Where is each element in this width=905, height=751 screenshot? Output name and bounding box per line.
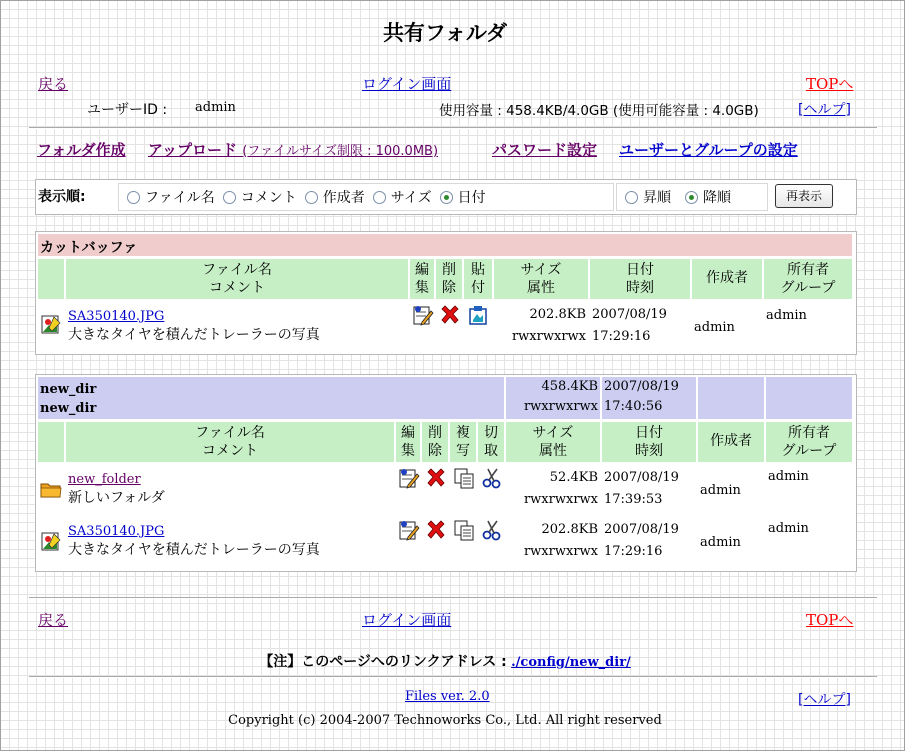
divider-footer <box>29 676 877 678</box>
clip-file-link[interactable]: SA350140.JPG <box>68 309 165 324</box>
header-size: サイズ 属性 <box>506 422 600 462</box>
sort-radio-filename[interactable] <box>127 191 140 204</box>
table-row <box>38 301 64 349</box>
order-option-desc: 降順 <box>703 190 731 206</box>
divider-top <box>29 127 877 129</box>
sort-option-comment: コメント <box>240 190 297 206</box>
cut-icon[interactable] <box>481 467 503 489</box>
folder-item-owner: admin <box>768 469 809 484</box>
cut-buffer-panel <box>35 231 857 355</box>
folder-item-date: 2007/08/19 <box>604 470 679 485</box>
header-creator: 作成者 <box>692 259 762 299</box>
folder-name: new_dir <box>40 382 97 397</box>
version-link[interactable]: Files ver. 2.0 <box>405 689 490 704</box>
header-icon-col <box>38 259 64 299</box>
user-id-value: admin <box>195 100 236 115</box>
delete-icon[interactable] <box>425 467 447 489</box>
create-folder-link[interactable]: フォルダ作成 <box>37 141 126 159</box>
usage-text: 使用容量 : 458.4KB/4.0GB (使用可能容量 : 4.0GB) <box>439 103 759 119</box>
link-note-label: 【注】このページへのリンクアドレス : <box>259 654 507 670</box>
cut-buffer-title: カットバッファ <box>38 234 852 256</box>
sort-key-group <box>118 183 614 211</box>
folder-file-attr: rwxrwxrwx <box>523 544 598 559</box>
password-settings-link[interactable]: パスワード設定 <box>492 141 598 159</box>
folder-size: 458.4KB <box>541 379 598 394</box>
upload-label: アップロード <box>148 141 237 159</box>
sort-option-creator: 作成者 <box>322 190 365 206</box>
header-copy: 複 写 <box>450 422 476 462</box>
user-id-label: ユーザーID : <box>87 102 168 118</box>
sort-order-group <box>616 183 768 211</box>
copy-icon[interactable] <box>453 467 475 489</box>
folder-file-creator: admin <box>700 535 741 550</box>
folder-file-size: 202.8KB <box>541 522 598 537</box>
folder-file-time: 17:29:16 <box>604 544 663 559</box>
edit-icon[interactable] <box>398 519 420 541</box>
sort-bar <box>35 179 857 215</box>
folder-creator-cell <box>698 377 764 419</box>
copyright: Copyright (c) 2004-2007 Technoworks Co., Ltd. All right reserved <box>228 713 662 728</box>
back-link[interactable]: 戻る <box>38 75 69 93</box>
folder-item-comment: 新しいフォルダ <box>68 490 165 506</box>
folder-item-size: 52.4KB <box>549 470 598 485</box>
order-option-asc: 昇順 <box>643 190 671 206</box>
order-radio-asc[interactable] <box>625 191 638 204</box>
header-cut: 切 取 <box>478 422 504 462</box>
folder-icon <box>40 478 62 500</box>
folder-item-link[interactable]: new_folder <box>68 472 141 487</box>
link-address[interactable]: ./config/new_dir/ <box>511 655 631 670</box>
header-filename: ファイル名 コメント <box>66 422 394 462</box>
divider-bottom <box>29 597 877 599</box>
header-size: サイズ 属性 <box>494 259 588 299</box>
link-note <box>1 651 889 671</box>
folder-file-comment: 大きなタイヤを積んだトレーラーの写真 <box>68 542 320 558</box>
folder-date: 2007/08/19 <box>604 379 679 394</box>
folder-file-link[interactable]: SA350140.JPG <box>68 524 165 539</box>
header-creator: 作成者 <box>698 422 764 462</box>
folder-file-owner: admin <box>768 521 809 536</box>
header-edit: 編 集 <box>396 422 420 462</box>
folder-file-date: 2007/08/19 <box>604 522 679 537</box>
header-delete: 削 除 <box>422 422 448 462</box>
clip-file-date: 2007/08/19 <box>592 307 667 322</box>
folder-time: 17:40:56 <box>604 399 663 414</box>
folder-item-creator: admin <box>700 483 741 498</box>
edit-icon[interactable] <box>398 467 420 489</box>
header-owner: 所有者 グループ <box>766 422 852 462</box>
sort-label: 表示順: <box>38 189 86 205</box>
folder-attr: rwxrwxrwx <box>523 399 598 414</box>
sort-option-date: 日付 <box>457 190 486 206</box>
clip-file-attr: rwxrwxrwx <box>511 329 586 344</box>
header-date: 日付 時刻 <box>602 422 696 462</box>
clip-file-size: 202.8KB <box>529 307 586 322</box>
header-paste: 貼 付 <box>464 259 492 299</box>
clip-file-creator: admin <box>694 320 735 335</box>
image-file-icon <box>40 313 62 335</box>
upload-link[interactable] <box>148 141 438 159</box>
cut-icon[interactable] <box>481 519 503 541</box>
delete-icon[interactable] <box>439 304 461 326</box>
sort-radio-comment[interactable] <box>223 191 236 204</box>
login-link-bottom[interactable]: ログイン画面 <box>362 611 452 629</box>
header-date: 日付 時刻 <box>590 259 690 299</box>
clip-file-comment: 大きなタイヤを積んだトレーラーの写真 <box>68 327 320 343</box>
redisplay-button[interactable]: 再表示 <box>775 184 833 208</box>
table-row <box>38 516 64 566</box>
folder-item-attr: rwxrwxrwx <box>523 492 598 507</box>
header-icon-col <box>38 422 64 462</box>
upload-limit: (ファイルサイズ制限 : 100.0MB) <box>242 144 439 159</box>
sort-radio-date[interactable] <box>440 191 453 204</box>
header-filename: ファイル名 コメント <box>66 259 408 299</box>
login-link[interactable]: ログイン画面 <box>362 75 452 93</box>
table-row <box>38 464 64 514</box>
image-file-icon <box>40 530 62 552</box>
sort-option-size: サイズ <box>390 190 432 206</box>
folder-name-sub: new_dir <box>40 401 97 416</box>
top-link-bottom[interactable]: TOPへ <box>806 611 854 629</box>
paste-icon[interactable] <box>467 304 489 326</box>
sort-radio-creator[interactable] <box>305 191 318 204</box>
clip-file-time: 17:29:16 <box>592 329 651 344</box>
header-edit: 編 集 <box>410 259 434 299</box>
folder-item-time: 17:39:53 <box>604 492 663 507</box>
edit-icon[interactable] <box>412 304 434 326</box>
delete-icon[interactable] <box>425 519 447 541</box>
copy-icon[interactable] <box>453 519 475 541</box>
header-delete: 削 除 <box>436 259 462 299</box>
page-title: 共有フォルダ <box>382 21 508 45</box>
header-owner: 所有者 グループ <box>764 259 852 299</box>
user-group-settings-link[interactable]: ユーザーとグループの設定 <box>619 141 798 159</box>
order-radio-desc[interactable] <box>685 191 698 204</box>
folder-owner-cell <box>766 377 852 419</box>
clip-file-owner: admin <box>766 308 807 323</box>
sort-radio-size[interactable] <box>373 191 386 204</box>
sort-option-filename: ファイル名 <box>145 190 215 206</box>
folder-panel <box>35 374 857 572</box>
help-link-top[interactable]: [ヘルプ] <box>798 102 851 118</box>
back-link-bottom[interactable]: 戻る <box>38 611 69 629</box>
top-link[interactable]: TOPへ <box>806 75 854 93</box>
help-link-bottom[interactable]: [ヘルプ] <box>798 692 851 708</box>
